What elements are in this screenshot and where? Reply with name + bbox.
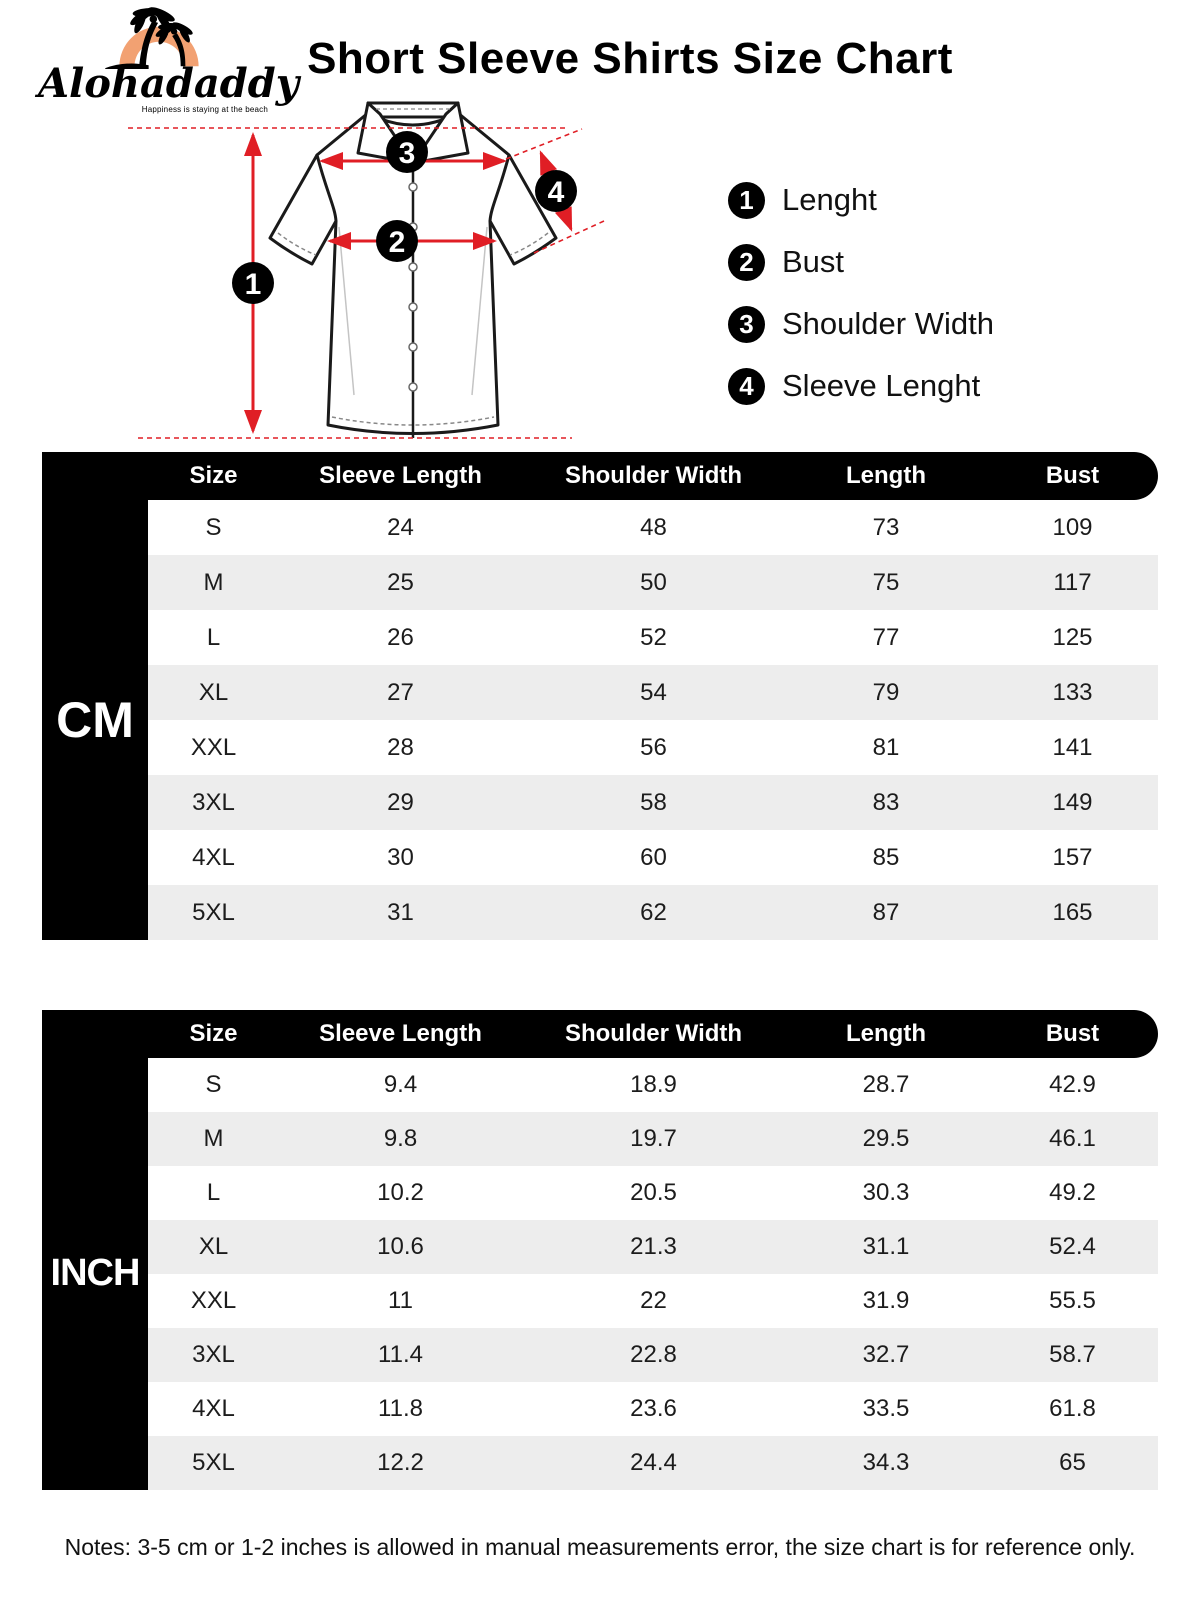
page-title: Short Sleeve Shirts Size Chart (307, 34, 953, 83)
value-cell: 60 (640, 843, 667, 871)
table-row (148, 1274, 1158, 1328)
value-cell: 22 (640, 1287, 667, 1314)
unit-label-cm: CM (42, 499, 148, 940)
shirt-measurement-diagram (120, 95, 620, 455)
brand-tagline: Happiness is staying at the beach (141, 105, 268, 114)
table-row (148, 885, 1158, 940)
legend-item-sleeve-length (728, 366, 994, 406)
value-cell: 125 (1052, 623, 1093, 651)
size-cell: S (205, 1071, 222, 1098)
value-cell: 61.8 (1049, 1395, 1096, 1422)
legend-3-badge: 3 (728, 306, 765, 343)
size-cell: S (205, 513, 222, 541)
size-cell: 5XL (192, 898, 235, 926)
value-cell: 141 (1052, 733, 1093, 761)
value-cell: 42.9 (1049, 1071, 1096, 1098)
table-row (148, 1328, 1158, 1382)
value-cell: 157 (1052, 843, 1093, 871)
value-cell: 52 (640, 623, 667, 651)
value-cell: 11 (388, 1287, 413, 1314)
table-header-row (42, 1010, 1158, 1058)
value-cell: 29.5 (862, 1125, 910, 1152)
value-cell: 58 (640, 788, 667, 816)
table-row (148, 555, 1158, 610)
value-cell: 133 (1052, 678, 1093, 706)
table-row (148, 610, 1158, 665)
value-cell: 83 (872, 788, 900, 816)
legend-1-label: Lenght (782, 182, 877, 217)
value-cell: 85 (872, 843, 900, 871)
size-cell: 5XL (192, 1449, 235, 1476)
legend-4-badge: 4 (728, 368, 765, 405)
table-body (148, 1058, 1158, 1490)
size-cell: M (203, 1125, 224, 1152)
value-cell: 58.7 (1049, 1341, 1096, 1368)
value-cell: 12.2 (377, 1449, 424, 1476)
col-header-sleeve-length: Sleeve Length (319, 1020, 482, 1047)
col-header-length: Length (846, 1020, 926, 1047)
table-row (148, 1112, 1158, 1166)
col-header-length: Length (846, 462, 926, 489)
value-cell: 30.3 (862, 1179, 910, 1206)
value-cell: 9.4 (383, 1071, 418, 1098)
size-cell: XL (198, 1233, 229, 1260)
size-cell: XL (198, 678, 229, 706)
value-cell: 48 (640, 513, 667, 541)
value-cell: 81 (872, 733, 900, 761)
value-cell: 31 (387, 898, 414, 926)
value-cell: 32.7 (862, 1341, 910, 1368)
value-cell: 109 (1052, 513, 1093, 541)
value-cell: 25 (387, 568, 414, 596)
table-body (148, 500, 1158, 940)
value-cell: 49.2 (1049, 1179, 1096, 1206)
value-cell: 31.9 (862, 1287, 910, 1314)
legend-item-bust (728, 242, 994, 282)
legend-item-shoulder-width (728, 304, 994, 344)
size-table-cm (42, 452, 1158, 940)
table-header-row (42, 452, 1158, 500)
size-cell: M (203, 568, 224, 596)
size-cell: XXL (190, 733, 237, 761)
value-cell: 20.5 (630, 1179, 677, 1206)
unit-label-inch: INCH (42, 1057, 148, 1490)
legend-4-label: Sleeve Lenght (782, 368, 981, 403)
value-cell: 26 (387, 623, 414, 651)
legend-1-badge: 1 (728, 182, 765, 219)
table-row (148, 1220, 1158, 1274)
table-row (148, 665, 1158, 720)
value-cell: 22.8 (630, 1341, 677, 1368)
value-cell: 29 (387, 788, 414, 816)
value-cell: 165 (1052, 898, 1093, 926)
size-cell: 3XL (192, 1341, 235, 1368)
table-row (148, 1166, 1158, 1220)
value-cell: 24 (387, 513, 414, 541)
value-cell: 65 (1059, 1449, 1086, 1476)
table-row (148, 1436, 1158, 1490)
table-row (148, 720, 1158, 775)
value-cell: 23.6 (630, 1395, 677, 1422)
value-cell: 28.7 (862, 1071, 910, 1098)
value-cell: 50 (640, 568, 667, 596)
value-cell: 79 (872, 678, 900, 706)
table-row (148, 775, 1158, 830)
value-cell: 24.4 (630, 1449, 677, 1476)
col-header-sleeve-length: Sleeve Length (319, 462, 482, 489)
col-header-size: Size (189, 1020, 238, 1047)
callout-3-badge: 3 (398, 137, 416, 170)
size-cell: 4XL (192, 843, 235, 871)
value-cell: 33.5 (862, 1395, 910, 1422)
value-cell: 73 (872, 513, 900, 541)
brand-name: Alohadaddy (38, 60, 299, 107)
table-row (148, 1382, 1158, 1436)
value-cell: 56 (640, 733, 667, 761)
value-cell: 55.5 (1049, 1287, 1096, 1314)
value-cell: 77 (872, 623, 900, 651)
value-cell: 117 (1053, 568, 1092, 596)
value-cell: 11.4 (378, 1341, 423, 1368)
value-cell: 19.7 (630, 1125, 677, 1152)
callout-4-badge: 4 (547, 176, 565, 209)
value-cell: 52.4 (1049, 1233, 1096, 1260)
size-cell: 3XL (192, 788, 235, 816)
value-cell: 28 (387, 733, 414, 761)
value-cell: 62 (640, 898, 667, 926)
table-row (148, 830, 1158, 885)
value-cell: 18.9 (630, 1071, 677, 1098)
size-cell: 4XL (192, 1395, 235, 1422)
legend-item-length (728, 180, 994, 220)
legend-2-badge: 2 (728, 244, 765, 281)
measurement-legend (728, 180, 994, 406)
notes-text: Notes: 3-5 cm or 1-2 inches is allowed in manual measurements error, the size chart is for reference only. (64, 1534, 1136, 1560)
col-header-shoulder-width: Shoulder Width (564, 462, 743, 489)
size-cell: L (206, 623, 221, 651)
size-table-inch (42, 1010, 1158, 1490)
value-cell: 27 (387, 678, 414, 706)
value-cell: 11.8 (378, 1395, 423, 1422)
legend-3-label: Shoulder Width (782, 306, 994, 341)
value-cell: 10.2 (377, 1179, 424, 1206)
size-cell: XXL (190, 1287, 237, 1314)
col-header-bust: Bust (1045, 462, 1100, 489)
callout-2-badge: 2 (388, 226, 406, 259)
value-cell: 9.8 (383, 1125, 418, 1152)
value-cell: 46.1 (1049, 1125, 1096, 1152)
col-header-size: Size (189, 462, 238, 489)
value-cell: 87 (872, 898, 900, 926)
value-cell: 54 (640, 678, 667, 706)
col-header-shoulder-width: Shoulder Width (564, 1020, 743, 1047)
table-row (148, 500, 1158, 555)
legend-2-label: Bust (782, 244, 845, 279)
value-cell: 10.6 (377, 1233, 424, 1260)
table-row (148, 1058, 1158, 1112)
callout-1-badge: 1 (244, 268, 262, 301)
value-cell: 30 (387, 843, 414, 871)
value-cell: 31.1 (862, 1233, 910, 1260)
col-header-bust: Bust (1045, 1020, 1100, 1047)
value-cell: 75 (872, 568, 900, 596)
value-cell: 149 (1052, 788, 1093, 816)
value-cell: 34.3 (862, 1449, 910, 1476)
size-cell: L (206, 1179, 221, 1206)
value-cell: 21.3 (630, 1233, 677, 1260)
